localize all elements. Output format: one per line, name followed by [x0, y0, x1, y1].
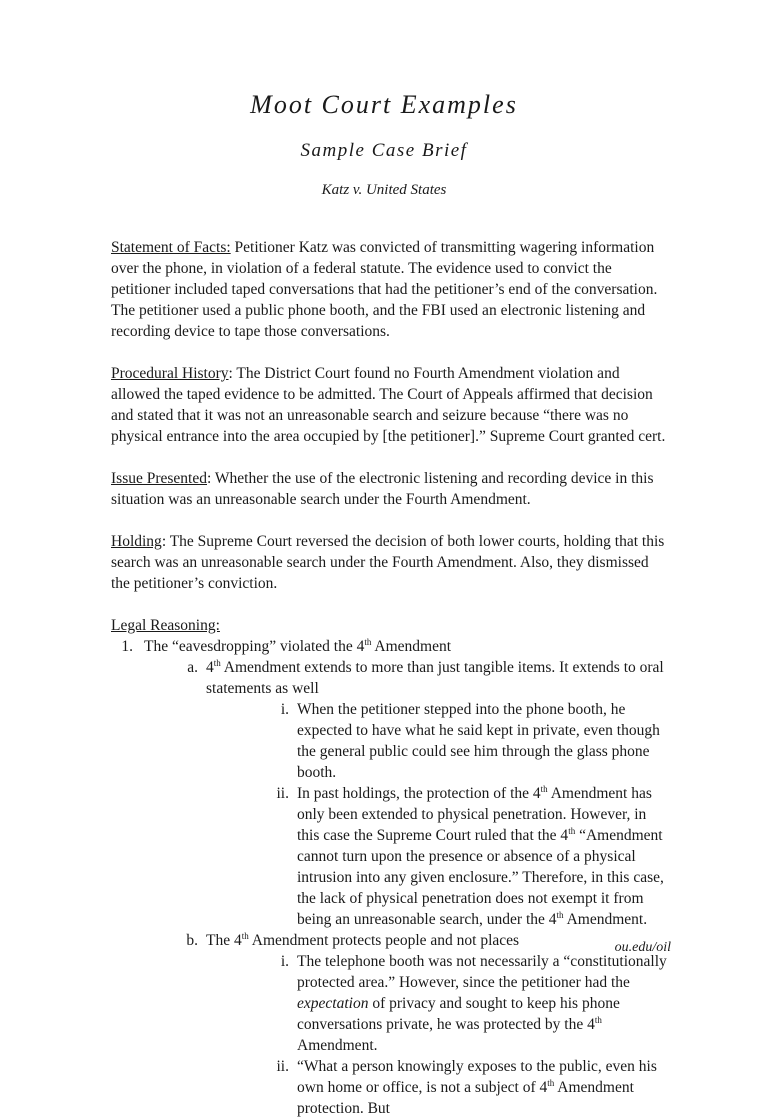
point-text: Amendment protection. But — [297, 1079, 634, 1117]
superscript: th — [547, 1077, 555, 1088]
reasoning-point-a-i — [111, 699, 671, 783]
superscript: th — [241, 930, 249, 941]
facts-label: Statement of Facts: — [111, 239, 231, 256]
brief-body — [111, 237, 671, 1119]
list-marker: a. — [187, 659, 198, 676]
history-text: : The District Court found no Fourth Amendment violation and allowed the taped evidence to be admitted. The Court of Appeals affirmed that decision and stated that it was not an unreasonable search and seizure because “there was no physical entrance into the area occupied by [the petitioner].” Supreme Court granted cert. — [111, 365, 666, 445]
facts-text: Petitioner Katz was convicted of transmitting wagering information over the phone, in violation of a federal statute. The evidence used to convict the petitioner included taped conversations that had the petitioner’s end of the conversation. The petitioner used a public phone booth, and the FBI used an electronic listening and recording device to tape those conversations. — [111, 239, 658, 340]
point-text: “Amendment cannot turn upon the presence or absence of a physical intrusion into any given enclosure.” Therefore, in this case, the lack of physical penetration does not exempt it from being an unreasonable search, under the 4 — [297, 827, 664, 928]
emphasis: expectation — [297, 995, 369, 1012]
superscript: th — [540, 783, 548, 794]
document-title: Moot Court Examples — [250, 90, 518, 119]
holding-text: : The Supreme Court reversed the decision of both lower courts, holding that this search was an unreasonable search under the Fourth Amendment. Also, they dismissed the petitioner’s conviction. — [111, 533, 665, 592]
point-text: In past holdings, the protection of the 4 — [297, 785, 541, 802]
point-text: Amendment. — [563, 911, 648, 928]
list-marker: i. — [280, 701, 289, 718]
statement-of-facts — [111, 237, 671, 342]
superscript: th — [568, 825, 576, 836]
superscript: th — [213, 657, 221, 668]
superscript: th — [364, 636, 372, 647]
list-marker: b. — [186, 932, 198, 949]
issue-text: : Whether the use of the electronic listening and recording device in this situation was an unreasonable search under the Fourth Amendment. — [111, 470, 654, 508]
point-text: The 4 — [206, 932, 242, 949]
superscript: th — [594, 1014, 602, 1025]
issue-label: Issue Presented — [111, 470, 207, 487]
case-name: Katz v. United States — [321, 182, 447, 198]
reasoning-point-1 — [111, 636, 671, 657]
document-subtitle: Sample Case Brief — [300, 140, 468, 161]
reasoning-point-a — [111, 657, 671, 699]
list-marker: ii. — [276, 1058, 289, 1075]
holding — [111, 531, 671, 594]
point-text: The “eavesdropping” violated the 4 — [144, 638, 365, 655]
reasoning-point-b-ii — [111, 1056, 671, 1119]
procedural-history — [111, 363, 671, 447]
point-text: Amendment extends to more than just tangible items. It extends to oral statements as well — [206, 659, 664, 697]
point-text: The telephone booth was not necessarily a “constitutionally protected area.” However, since the petitioner had the — [297, 953, 667, 991]
point-text: Amendment. — [297, 1037, 378, 1054]
list-marker: 1. — [121, 638, 133, 655]
point-text: When the petitioner stepped into the phone booth, he expected to have what he said kept in private, even though the general public could see him through the glass phone booth. — [297, 701, 660, 781]
point-text: “What a person knowingly exposes to the public, even his own home or office, is not a subject of 4 — [297, 1058, 657, 1096]
reasoning-point-b-i — [111, 951, 671, 1056]
issue-presented — [111, 468, 671, 510]
point-text: of privacy and sought to keep his phone conversations private, he was protected by the 4 — [297, 995, 620, 1033]
list-marker: ii. — [276, 785, 289, 802]
reasoning-label: Legal Reasoning: — [111, 617, 220, 634]
holding-label: Holding — [111, 533, 162, 550]
point-text: 4 — [206, 659, 214, 676]
history-label: Procedural History — [111, 365, 229, 382]
reasoning-point-b — [111, 930, 671, 951]
point-text: Amendment has only been extended to physical penetration. However, in this case the Supreme Court ruled that the 4 — [297, 785, 652, 844]
footer-url: ou.edu/oil — [614, 940, 671, 955]
list-marker: i. — [280, 953, 289, 970]
point-text: Amendment — [371, 638, 452, 655]
superscript: th — [556, 909, 564, 920]
point-text: Amendment protects people and not places — [248, 932, 520, 949]
legal-reasoning — [111, 615, 671, 1119]
reasoning-point-a-ii — [111, 783, 671, 930]
